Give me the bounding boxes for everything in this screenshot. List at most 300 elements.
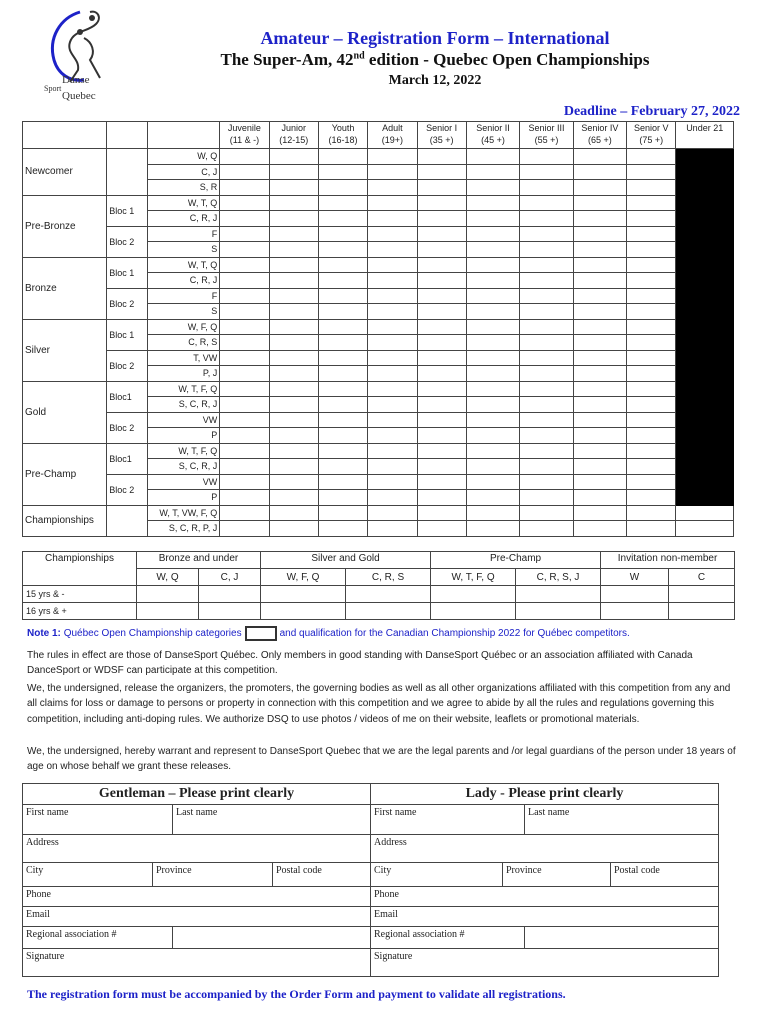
entry-cell[interactable] xyxy=(368,164,417,180)
entry-cell[interactable] xyxy=(368,521,417,537)
entry-cell[interactable] xyxy=(269,350,318,366)
entry-cell[interactable] xyxy=(601,586,669,603)
entry-cell[interactable] xyxy=(220,428,269,444)
dance-list: W, Q xyxy=(148,149,220,165)
entry-cell[interactable] xyxy=(368,428,417,444)
entry-cell[interactable] xyxy=(417,226,466,242)
entry-cell[interactable] xyxy=(466,257,519,273)
entry-cell[interactable] xyxy=(318,226,367,242)
gentleman-province-field[interactable]: Province xyxy=(153,863,273,887)
entry-cell[interactable] xyxy=(627,180,676,196)
entry-cell[interactable] xyxy=(676,505,734,521)
entry-cell[interactable] xyxy=(466,180,519,196)
entry-cell[interactable] xyxy=(318,490,367,506)
entry-cell[interactable] xyxy=(261,603,346,620)
entry-cell[interactable] xyxy=(318,180,367,196)
entry-cell[interactable] xyxy=(520,459,573,475)
bloc-label: Bloc 2 xyxy=(107,350,148,381)
entry-cell[interactable] xyxy=(417,350,466,366)
entry-cell[interactable] xyxy=(269,397,318,413)
gentleman-signature-field[interactable]: Signature xyxy=(23,949,371,977)
entry-cell[interactable] xyxy=(466,490,519,506)
entry-cell[interactable] xyxy=(573,381,626,397)
entry-cell[interactable] xyxy=(269,257,318,273)
gentleman-association-field[interactable]: Regional association # xyxy=(23,927,173,949)
entry-cell[interactable] xyxy=(417,319,466,335)
entry-cell[interactable] xyxy=(466,242,519,258)
blocked-cell xyxy=(676,428,734,444)
bloc-label: Bloc 2 xyxy=(107,288,148,319)
entry-cell[interactable] xyxy=(318,350,367,366)
entry-cell[interactable] xyxy=(318,164,367,180)
entry-cell[interactable] xyxy=(269,335,318,351)
entry-cell[interactable] xyxy=(573,505,626,521)
entry-cell[interactable] xyxy=(520,164,573,180)
entry-cell[interactable] xyxy=(368,505,417,521)
entry-cell[interactable] xyxy=(520,226,573,242)
entry-cell[interactable] xyxy=(431,603,516,620)
logo-text-danse: Danse xyxy=(62,74,90,86)
entry-cell[interactable] xyxy=(220,257,269,273)
entry-cell[interactable] xyxy=(627,242,676,258)
lady-phone-field[interactable]: Phone xyxy=(371,887,719,907)
entry-cell[interactable] xyxy=(368,242,417,258)
entry-cell[interactable] xyxy=(368,149,417,165)
entry-cell[interactable] xyxy=(520,366,573,382)
entry-cell[interactable] xyxy=(220,443,269,459)
entry-cell[interactable] xyxy=(368,412,417,428)
entry-cell[interactable] xyxy=(220,226,269,242)
entry-cell[interactable] xyxy=(466,273,519,289)
entry-cell[interactable] xyxy=(573,521,626,537)
entry-cell[interactable] xyxy=(269,288,318,304)
entry-cell[interactable] xyxy=(220,164,269,180)
entry-cell[interactable] xyxy=(627,226,676,242)
entry-cell[interactable] xyxy=(417,288,466,304)
entry-cell[interactable] xyxy=(520,242,573,258)
entry-cell[interactable] xyxy=(627,164,676,180)
entry-cell[interactable] xyxy=(520,350,573,366)
entry-cell[interactable] xyxy=(368,474,417,490)
entry-cell[interactable] xyxy=(520,397,573,413)
entry-cell[interactable] xyxy=(573,273,626,289)
entry-cell[interactable] xyxy=(199,586,261,603)
entry-cell[interactable] xyxy=(466,226,519,242)
entry-cell[interactable] xyxy=(573,211,626,227)
entry-cell[interactable] xyxy=(516,603,601,620)
entry-cell[interactable] xyxy=(368,195,417,211)
entry-cell[interactable] xyxy=(627,397,676,413)
entry-cell[interactable] xyxy=(417,304,466,320)
lady-email-field[interactable]: Email xyxy=(371,907,719,927)
entry-cell[interactable] xyxy=(417,459,466,475)
entry-cell[interactable] xyxy=(573,180,626,196)
entry-cell[interactable] xyxy=(346,586,431,603)
dance-header: C, R, S, J xyxy=(516,569,601,586)
entry-cell[interactable] xyxy=(269,304,318,320)
entry-cell[interactable] xyxy=(417,180,466,196)
entry-cell[interactable] xyxy=(318,211,367,227)
entry-cell[interactable] xyxy=(466,428,519,444)
entry-cell[interactable] xyxy=(573,195,626,211)
entry-cell[interactable] xyxy=(573,459,626,475)
blocked-cell xyxy=(676,335,734,351)
entry-cell[interactable] xyxy=(573,490,626,506)
entry-cell[interactable] xyxy=(520,505,573,521)
entry-cell[interactable] xyxy=(627,521,676,537)
entry-cell[interactable] xyxy=(368,459,417,475)
entry-cell[interactable] xyxy=(137,586,199,603)
entry-cell[interactable] xyxy=(220,459,269,475)
age-column-header: Junior (12-15) xyxy=(269,122,318,149)
entry-cell[interactable] xyxy=(269,211,318,227)
group-header: Championships xyxy=(23,552,137,586)
blocked-cell xyxy=(676,443,734,459)
entry-cell[interactable] xyxy=(417,195,466,211)
entry-cell[interactable] xyxy=(573,335,626,351)
gentleman-phone-field[interactable]: Phone xyxy=(23,887,371,907)
entry-cell[interactable] xyxy=(269,149,318,165)
entry-cell[interactable] xyxy=(520,412,573,428)
entry-cell[interactable] xyxy=(466,366,519,382)
entry-cell[interactable] xyxy=(269,366,318,382)
group-header: Silver and Gold xyxy=(261,552,431,569)
blocked-cell xyxy=(676,226,734,242)
entry-cell[interactable] xyxy=(466,350,519,366)
entry-cell[interactable] xyxy=(220,490,269,506)
entry-cell[interactable] xyxy=(520,443,573,459)
entry-cell[interactable] xyxy=(199,603,261,620)
entry-cell[interactable] xyxy=(220,195,269,211)
dance-list: T, VW xyxy=(148,350,220,366)
dance-list: VW xyxy=(148,474,220,490)
entry-cell[interactable] xyxy=(676,521,734,537)
gentleman-postal-code-field[interactable]: Postal code xyxy=(273,863,371,887)
entry-cell[interactable] xyxy=(220,397,269,413)
dance-list: W, T, F, Q xyxy=(148,443,220,459)
lady-signature-field[interactable]: Signature xyxy=(371,949,719,977)
dance-list: VW xyxy=(148,412,220,428)
age-column-header: Juvenile (11 & -) xyxy=(220,122,269,149)
dance-list: C, R, S xyxy=(148,335,220,351)
entry-cell[interactable] xyxy=(269,490,318,506)
entry-cell[interactable] xyxy=(220,335,269,351)
entry-cell[interactable] xyxy=(220,288,269,304)
entry-cell[interactable] xyxy=(346,603,431,620)
entry-cell[interactable] xyxy=(466,459,519,475)
entry-cell[interactable] xyxy=(520,474,573,490)
entry-cell[interactable] xyxy=(573,412,626,428)
entry-cell[interactable] xyxy=(520,428,573,444)
entry-cell[interactable] xyxy=(573,428,626,444)
entry-cell[interactable] xyxy=(368,211,417,227)
entry-cell[interactable] xyxy=(269,381,318,397)
entry-cell[interactable] xyxy=(573,443,626,459)
entry-cell[interactable] xyxy=(417,474,466,490)
gentleman-city-field[interactable]: City xyxy=(23,863,153,887)
logo-text-sport: Sport xyxy=(44,84,62,93)
entry-cell[interactable] xyxy=(220,211,269,227)
entry-cell[interactable] xyxy=(466,335,519,351)
entry-cell[interactable] xyxy=(431,586,516,603)
entry-cell[interactable] xyxy=(573,164,626,180)
entry-cell[interactable] xyxy=(520,149,573,165)
entry-cell[interactable] xyxy=(318,505,367,521)
entry-cell[interactable] xyxy=(269,443,318,459)
entry-cell[interactable] xyxy=(417,428,466,444)
gentleman-association-value[interactable] xyxy=(173,927,371,949)
blocked-cell xyxy=(676,149,734,165)
entry-cell[interactable] xyxy=(220,304,269,320)
entry-cell[interactable] xyxy=(220,350,269,366)
entry-cell[interactable] xyxy=(417,335,466,351)
entry-cell[interactable] xyxy=(318,521,367,537)
entry-cell[interactable] xyxy=(318,149,367,165)
entry-cell[interactable] xyxy=(417,164,466,180)
entry-cell[interactable] xyxy=(573,474,626,490)
entry-cell[interactable] xyxy=(368,397,417,413)
entry-cell[interactable] xyxy=(466,211,519,227)
entry-cell[interactable] xyxy=(627,149,676,165)
entry-cell[interactable] xyxy=(368,350,417,366)
entry-cell[interactable] xyxy=(220,505,269,521)
entry-cell[interactable] xyxy=(318,412,367,428)
entry-cell[interactable] xyxy=(627,195,676,211)
entry-cell[interactable] xyxy=(573,397,626,413)
entry-cell[interactable] xyxy=(669,603,735,620)
entry-cell[interactable] xyxy=(220,474,269,490)
entry-cell[interactable] xyxy=(368,304,417,320)
lady-city-field[interactable]: City xyxy=(371,863,503,887)
entry-cell[interactable] xyxy=(318,319,367,335)
entry-cell[interactable] xyxy=(627,505,676,521)
entry-cell[interactable] xyxy=(417,397,466,413)
entry-cell[interactable] xyxy=(368,273,417,289)
entry-cell[interactable] xyxy=(417,381,466,397)
gentleman-first-name-field[interactable]: First name xyxy=(23,805,173,835)
entry-cell[interactable] xyxy=(466,164,519,180)
entry-cell[interactable] xyxy=(520,195,573,211)
entry-cell[interactable] xyxy=(466,288,519,304)
entry-cell[interactable] xyxy=(627,319,676,335)
entry-cell[interactable] xyxy=(573,304,626,320)
entry-cell[interactable] xyxy=(318,242,367,258)
entry-cell[interactable] xyxy=(417,366,466,382)
entry-cell[interactable] xyxy=(466,443,519,459)
blocked-cell xyxy=(676,273,734,289)
category-grid xyxy=(22,121,734,537)
entry-cell[interactable] xyxy=(417,505,466,521)
entry-cell[interactable] xyxy=(627,211,676,227)
entry-cell[interactable] xyxy=(520,211,573,227)
entry-cell[interactable] xyxy=(368,366,417,382)
entry-cell[interactable] xyxy=(520,273,573,289)
entry-cell[interactable] xyxy=(220,149,269,165)
bloc-label: Bloc 1 xyxy=(107,195,148,226)
gentleman-last-name-field[interactable]: Last name xyxy=(173,805,371,835)
entry-cell[interactable] xyxy=(269,180,318,196)
entry-cell[interactable] xyxy=(417,443,466,459)
entry-cell[interactable] xyxy=(417,149,466,165)
entry-cell[interactable] xyxy=(669,586,735,603)
entry-cell[interactable] xyxy=(220,381,269,397)
entry-cell[interactable] xyxy=(269,226,318,242)
entry-cell[interactable] xyxy=(573,350,626,366)
entry-cell[interactable] xyxy=(520,335,573,351)
lady-association-value[interactable] xyxy=(525,927,719,949)
entry-cell[interactable] xyxy=(627,335,676,351)
entry-cell[interactable] xyxy=(269,164,318,180)
entry-cell[interactable] xyxy=(627,381,676,397)
entry-cell[interactable] xyxy=(269,459,318,475)
entry-cell[interactable] xyxy=(516,586,601,603)
entry-cell[interactable] xyxy=(368,381,417,397)
entry-cell[interactable] xyxy=(417,412,466,428)
entry-cell[interactable] xyxy=(318,397,367,413)
entry-cell[interactable] xyxy=(627,350,676,366)
entry-cell[interactable] xyxy=(368,180,417,196)
entry-cell[interactable] xyxy=(573,319,626,335)
dance-list: W, T, Q xyxy=(148,195,220,211)
dance-list: W, F, Q xyxy=(148,319,220,335)
entry-cell[interactable] xyxy=(466,505,519,521)
bloc-label: Bloc 1 xyxy=(107,319,148,350)
entry-cell[interactable] xyxy=(573,288,626,304)
entry-cell[interactable] xyxy=(466,149,519,165)
entry-cell[interactable] xyxy=(573,149,626,165)
entry-cell[interactable] xyxy=(318,428,367,444)
entry-cell[interactable] xyxy=(520,319,573,335)
entry-cell[interactable] xyxy=(220,273,269,289)
lady-last-name-field[interactable]: Last name xyxy=(525,805,719,835)
entry-cell[interactable] xyxy=(466,319,519,335)
entry-cell[interactable] xyxy=(601,603,669,620)
entry-cell[interactable] xyxy=(368,288,417,304)
entry-cell[interactable] xyxy=(269,428,318,444)
entry-cell[interactable] xyxy=(269,412,318,428)
entry-cell[interactable] xyxy=(417,211,466,227)
dance-list: P, J xyxy=(148,366,220,382)
entry-cell[interactable] xyxy=(318,195,367,211)
entry-cell[interactable] xyxy=(466,397,519,413)
entry-cell[interactable] xyxy=(627,273,676,289)
entry-cell[interactable] xyxy=(220,366,269,382)
gentleman-email-field[interactable]: Email xyxy=(23,907,371,927)
entry-cell[interactable] xyxy=(627,428,676,444)
age-column-header: Adult (19+) xyxy=(368,122,417,149)
lady-address-field[interactable]: Address xyxy=(371,835,719,863)
entry-cell[interactable] xyxy=(269,242,318,258)
entry-cell[interactable] xyxy=(520,521,573,537)
group-header: Invitation non-member xyxy=(601,552,735,569)
entry-cell[interactable] xyxy=(417,242,466,258)
entry-cell[interactable] xyxy=(269,474,318,490)
entry-cell[interactable] xyxy=(368,490,417,506)
entry-cell[interactable] xyxy=(466,412,519,428)
gentleman-address-field[interactable]: Address xyxy=(23,835,371,863)
entry-cell[interactable] xyxy=(318,288,367,304)
entry-cell[interactable] xyxy=(318,304,367,320)
entry-cell[interactable] xyxy=(368,226,417,242)
entry-cell[interactable] xyxy=(318,273,367,289)
entry-cell[interactable] xyxy=(220,319,269,335)
entry-cell[interactable] xyxy=(520,180,573,196)
entry-cell[interactable] xyxy=(368,335,417,351)
entry-cell[interactable] xyxy=(368,443,417,459)
entry-cell[interactable] xyxy=(627,443,676,459)
entry-cell[interactable] xyxy=(627,366,676,382)
entry-cell[interactable] xyxy=(269,319,318,335)
entry-cell[interactable] xyxy=(520,304,573,320)
entry-cell[interactable] xyxy=(137,603,199,620)
entry-cell[interactable] xyxy=(573,257,626,273)
entry-cell[interactable] xyxy=(318,257,367,273)
entry-cell[interactable] xyxy=(466,304,519,320)
dance-list: C, R, J xyxy=(148,273,220,289)
entry-cell[interactable] xyxy=(573,242,626,258)
entry-cell[interactable] xyxy=(520,288,573,304)
entry-cell[interactable] xyxy=(520,257,573,273)
entry-cell[interactable] xyxy=(466,474,519,490)
group-header: Pre-Champ xyxy=(431,552,601,569)
entry-cell[interactable] xyxy=(627,304,676,320)
entry-cell[interactable] xyxy=(417,273,466,289)
lady-postal-code-field[interactable]: Postal code xyxy=(611,863,719,887)
entry-cell[interactable] xyxy=(368,319,417,335)
entry-cell[interactable] xyxy=(466,521,519,537)
entry-cell[interactable] xyxy=(318,366,367,382)
entry-cell[interactable] xyxy=(318,459,367,475)
entry-cell[interactable] xyxy=(573,366,626,382)
entry-cell[interactable] xyxy=(368,257,417,273)
entry-cell[interactable] xyxy=(627,288,676,304)
entry-cell[interactable] xyxy=(269,273,318,289)
blocked-cell xyxy=(676,288,734,304)
entry-cell[interactable] xyxy=(627,459,676,475)
entry-cell[interactable] xyxy=(318,443,367,459)
age-row-label: 15 yrs & - xyxy=(23,586,137,603)
entry-cell[interactable] xyxy=(220,242,269,258)
entry-cell[interactable] xyxy=(269,521,318,537)
lady-association-field[interactable]: Regional association # xyxy=(371,927,525,949)
entry-cell[interactable] xyxy=(627,412,676,428)
entry-cell[interactable] xyxy=(261,586,346,603)
entry-cell[interactable] xyxy=(318,381,367,397)
entry-cell[interactable] xyxy=(269,195,318,211)
entry-cell[interactable] xyxy=(417,257,466,273)
entry-cell[interactable] xyxy=(627,257,676,273)
age-row-label: 16 yrs & + xyxy=(23,603,137,620)
entry-cell[interactable] xyxy=(573,226,626,242)
entry-cell[interactable] xyxy=(417,490,466,506)
entry-cell[interactable] xyxy=(417,521,466,537)
entry-cell[interactable] xyxy=(520,381,573,397)
entry-cell[interactable] xyxy=(220,521,269,537)
entry-cell[interactable] xyxy=(318,335,367,351)
blocked-cell xyxy=(676,319,734,335)
entry-cell[interactable] xyxy=(627,490,676,506)
entry-cell[interactable] xyxy=(466,195,519,211)
lady-first-name-field[interactable]: First name xyxy=(371,805,525,835)
entry-cell[interactable] xyxy=(627,474,676,490)
entry-cell[interactable] xyxy=(318,474,367,490)
entry-cell[interactable] xyxy=(466,381,519,397)
entry-cell[interactable] xyxy=(269,505,318,521)
entry-cell[interactable] xyxy=(220,180,269,196)
lady-province-field[interactable]: Province xyxy=(503,863,611,887)
entry-cell[interactable] xyxy=(520,490,573,506)
entry-cell[interactable] xyxy=(220,412,269,428)
